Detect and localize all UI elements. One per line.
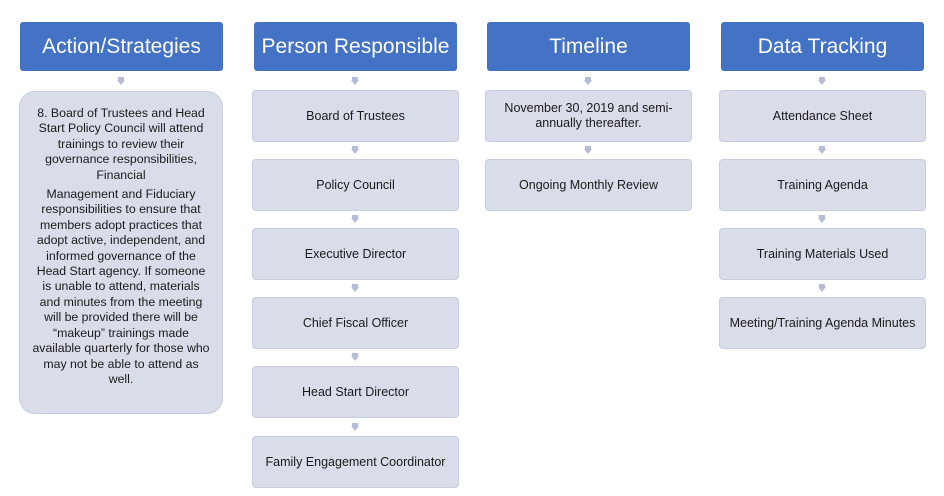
action-strategy-text-2: Management and Fiduciary responsibilities to ensure that members adopt practices that adopt active, independent, and informed governance of the Head Start agency. If someone is unable to attend, materials and minutes from the meeting will be provided there will be “makeup” trainings made available quarterly for those who may not be able to attend as well. xyxy=(32,187,210,386)
header-data-tracking: Data Tracking xyxy=(721,22,924,71)
tracking-box-training-materials: Training Materials Used xyxy=(719,228,926,280)
connector-arrow-icon xyxy=(351,284,359,292)
connector-arrow-icon xyxy=(117,77,125,85)
tracking-box-meeting-minutes: Meeting/Training Agenda Minutes xyxy=(719,297,926,349)
person-box-head-start-director: Head Start Director xyxy=(252,366,459,418)
connector-arrow-icon xyxy=(818,284,826,292)
person-box-board-of-trustees: Board of Trustees xyxy=(252,90,459,142)
header-timeline: Timeline xyxy=(487,22,690,71)
connector-arrow-icon xyxy=(584,146,592,154)
connector-arrow-icon xyxy=(818,146,826,154)
timeline-box-november: November 30, 2019 and semi-annually thereafter. xyxy=(485,90,692,142)
connector-arrow-icon xyxy=(818,215,826,223)
person-box-chief-fiscal-officer: Chief Fiscal Officer xyxy=(252,297,459,349)
connector-arrow-icon xyxy=(584,77,592,85)
connector-arrow-icon xyxy=(351,215,359,223)
header-action-strategies: Action/Strategies xyxy=(20,22,223,71)
connector-arrow-icon xyxy=(818,77,826,85)
connector-arrow-icon xyxy=(351,423,359,431)
action-strategy-box xyxy=(19,91,223,414)
person-box-policy-council: Policy Council xyxy=(252,159,459,211)
header-person-responsible: Person Responsible xyxy=(254,22,457,71)
connector-arrow-icon xyxy=(351,77,359,85)
person-box-executive-director: Executive Director xyxy=(252,228,459,280)
action-strategy-text-1: 8. Board of Trustees and Head Start Policy Council will attend trainings to review their governance responsibilities, Financial xyxy=(37,106,205,182)
connector-arrow-icon xyxy=(351,353,359,361)
tracking-box-attendance-sheet: Attendance Sheet xyxy=(719,90,926,142)
connector-arrow-icon xyxy=(351,146,359,154)
tracking-box-training-agenda: Training Agenda xyxy=(719,159,926,211)
person-box-family-engagement-coordinator: Family Engagement Coordinator xyxy=(252,436,459,488)
timeline-box-ongoing: Ongoing Monthly Review xyxy=(485,159,692,211)
